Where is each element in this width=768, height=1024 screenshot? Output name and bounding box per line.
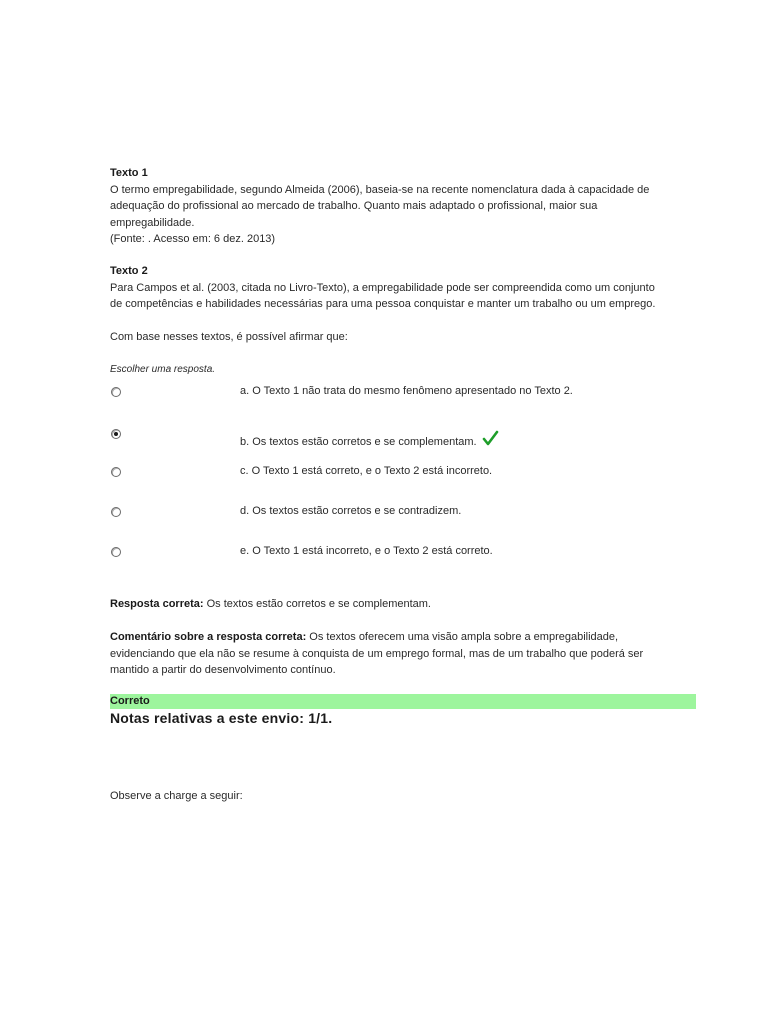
option-b-label: b. Os textos estão corretos e se complementam.	[240, 436, 477, 448]
next-question-prompt: Observe a charge a seguir:	[110, 790, 243, 802]
answer-option-e[interactable]	[110, 545, 700, 565]
radio-d[interactable]	[111, 507, 121, 517]
checkmark-icon	[482, 430, 499, 447]
option-a-label: a. O Texto 1 não trata do mesmo fenômeno apresentado no Texto 2.	[240, 385, 573, 397]
texto-2-block	[110, 263, 700, 313]
texto-1-line: empregabilidade.	[110, 216, 195, 229]
answer-option-a[interactable]	[110, 385, 700, 405]
answer-option-d[interactable]	[110, 505, 700, 525]
texto-1-block	[110, 165, 700, 248]
option-d-label: d. Os textos estão corretos e se contradizem.	[240, 505, 462, 517]
grade-text: Notas relativas a este envio: 1/1.	[110, 710, 333, 726]
radio-a[interactable]	[111, 387, 121, 397]
option-e-label: e. O Texto 1 está incorreto, e o Texto 2 está correto.	[240, 545, 493, 557]
texto-1-source: (Fonte: . Acesso em: 6 dez. 2013)	[110, 233, 276, 245]
texto-1-line: O termo empregabilidade, segundo Almeida (2006), baseia-se na recente nomenclatura dada à capacidade de	[110, 183, 650, 196]
comment-label: Comentário sobre a resposta correta:	[110, 631, 307, 643]
texto-2-line: Para Campos et al. (2003, citada no Livro-Texto), a empregabilidade pode ser compreendida como um conjunto	[110, 281, 655, 294]
option-c-label: c. O Texto 1 está correto, e o Texto 2 está incorreto.	[240, 465, 493, 477]
comment-line: mantido a partir do desenvolvimento contínuo.	[110, 664, 336, 676]
answer-option-c[interactable]	[110, 465, 700, 485]
radio-c[interactable]	[111, 467, 121, 477]
answer-comment	[110, 629, 700, 679]
correct-answer	[110, 596, 700, 613]
comment-first-line	[110, 629, 700, 646]
correct-answer-label: Resposta correta:	[110, 598, 204, 610]
texto-2-title: Texto 2	[110, 265, 148, 277]
radio-b-selected[interactable]	[111, 429, 121, 439]
option-b-wrapper	[240, 430, 499, 448]
texto-2-line: de competências e habilidades necessárias para uma pessoa conquistar e manter um trabalho ou um emprego.	[110, 298, 656, 310]
answer-option-b[interactable]	[110, 427, 700, 447]
comment-text: Os textos oferecem uma visão ampla sobre a empregabilidade,	[309, 631, 619, 643]
question-text: Com base nesses textos, é possível afirmar que:	[110, 331, 348, 343]
comment-line: evidenciando que ela não se resume à conquista de um emprego formal, mas de um trabalho que poderá ser	[110, 647, 644, 660]
correct-answer-text: Os textos estão corretos e se complementam.	[206, 598, 431, 610]
answer-instruction: Escolher uma resposta.	[110, 364, 216, 375]
status-label: Correto	[110, 695, 150, 707]
texto-1-line: adequação do profissional ao mercado de trabalho. Quanto mais adaptado o profissional, maior sua	[110, 200, 598, 212]
status-bar-correct	[110, 694, 696, 709]
texto-1-title: Texto 1	[110, 167, 148, 179]
radio-e[interactable]	[111, 547, 121, 557]
